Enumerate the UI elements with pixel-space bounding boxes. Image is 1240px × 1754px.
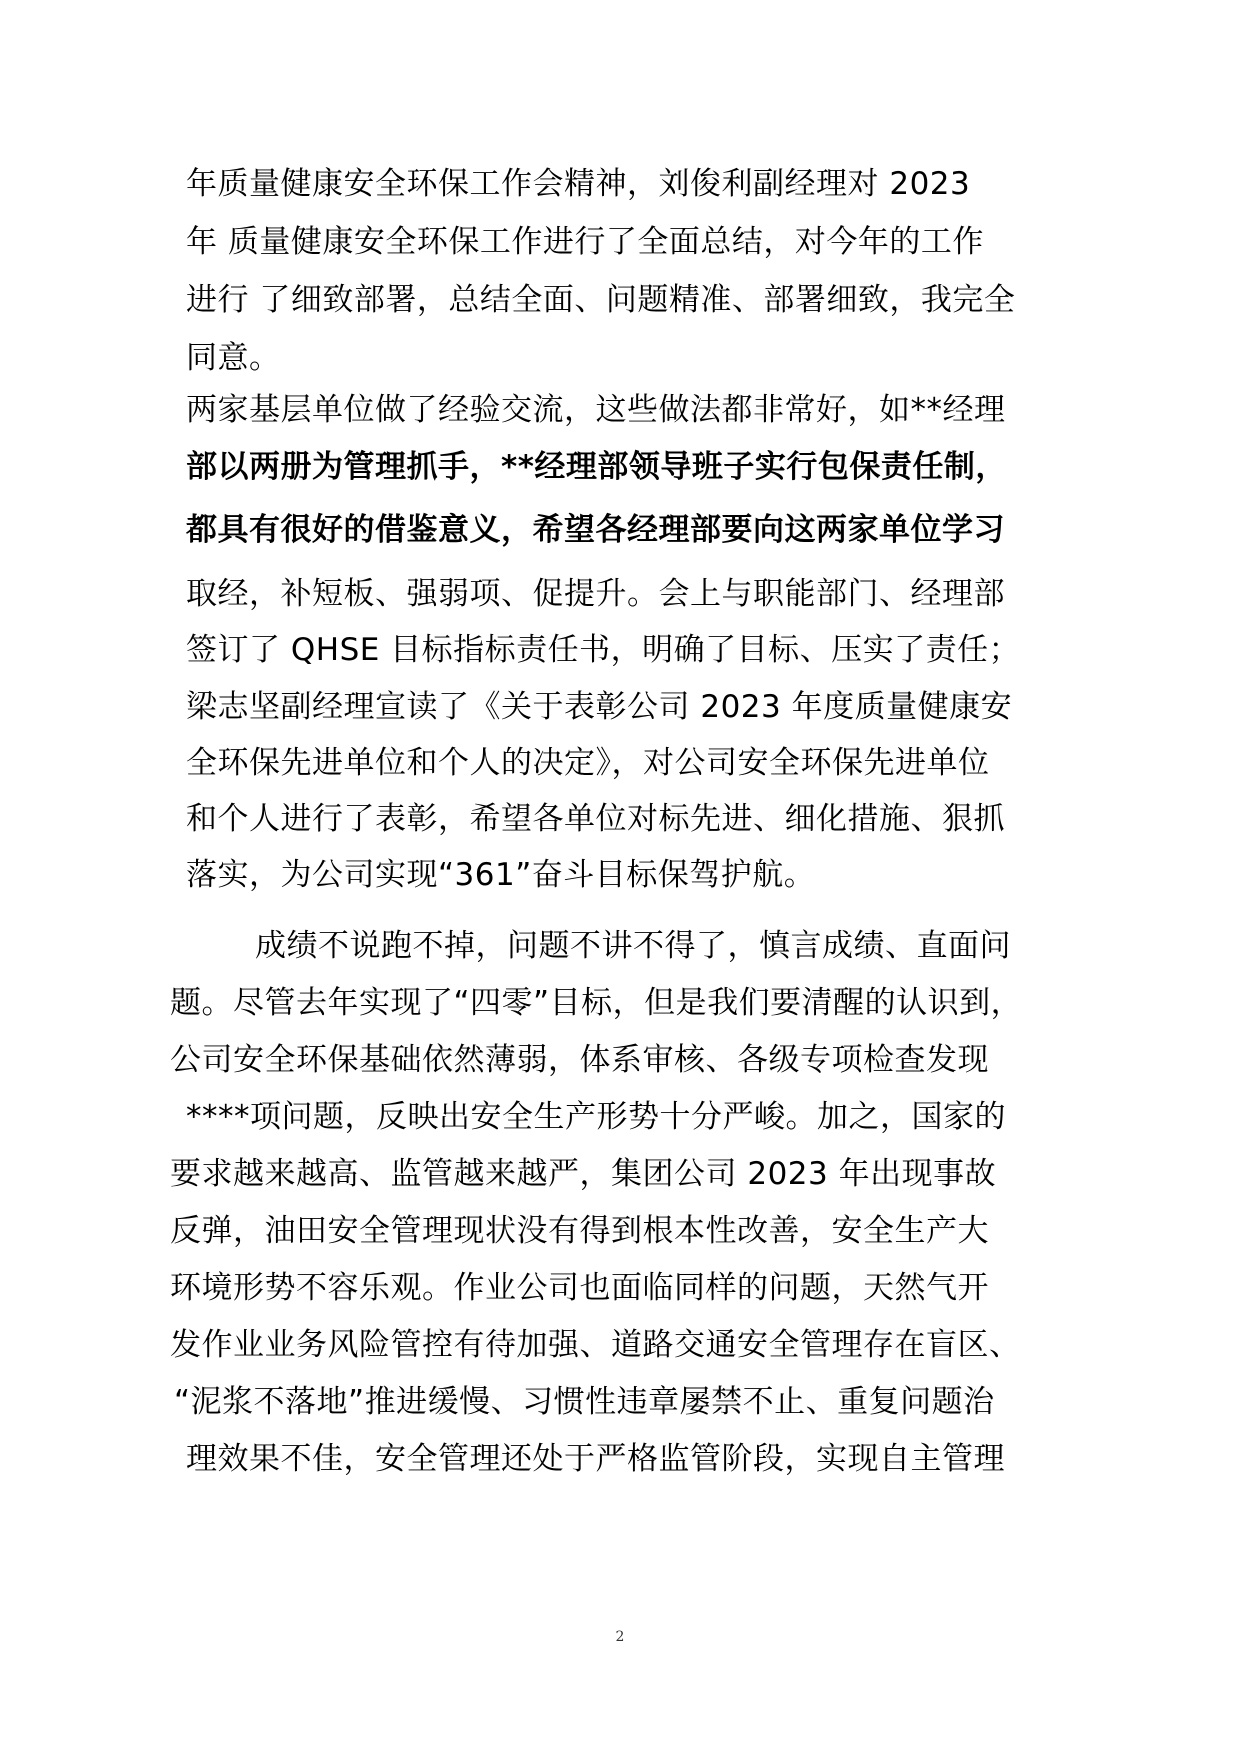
text-line: 题。尽管去年实现了“四零”目标，但是我们要清醒的认识到， <box>170 985 1023 1021</box>
text-line: 签订了 QHSE 目标指标责任书，明确了目标、压实了责任； <box>186 632 1021 668</box>
page-number: 2 <box>615 1629 625 1645</box>
text-line-bold: 部以两册为管理抓手，**经理部领导班子实行包保责任制， <box>186 449 1007 485</box>
text-line: 要求越来越高、监管越来越严，集团公司 2023 年出现事故 <box>170 1156 997 1192</box>
text-line: 落实，为公司实现“361”奋斗目标保驾护航。 <box>186 857 816 893</box>
text-line: 发作业业务风险管控有待加强、道路交通安全管理存在盲区、 <box>170 1327 1021 1363</box>
text-line: 全环保先进单位和个人的决定》，对公司安全环保先进单位 <box>186 745 990 781</box>
text-line: 和个人进行了表彰，希望各单位对标先进、细化措施、狠抓 <box>186 801 1005 837</box>
text-line: 年 质量健康安全环保工作进行了全面总结，对今年的工作 <box>186 224 984 260</box>
text-line: 环境形势不容乐观。作业公司也面临同样的问题，天然气开 <box>170 1270 989 1306</box>
text-line: 理效果不佳，安全管理还处于严格监管阶段，实现自主管理 <box>186 1441 1005 1477</box>
text-line-bold: 都具有很好的借鉴意义，希望各经理部要向这两家单位学习 <box>186 512 1005 548</box>
text-line: 公司安全环保基础依然薄弱，体系审核、各级专项检查发现 <box>170 1042 989 1078</box>
text-line: ****项问题，反映出安全生产形势十分严峻。加之，国家的 <box>186 1099 1006 1135</box>
text-line: 进行 了细致部署，总结全面、问题精准、部署细致，我完全 <box>186 282 1016 318</box>
text-line: 成绩不说跑不掉，问题不讲不得了，慎言成绩、直面问 <box>255 928 1011 964</box>
text-line: 两家基层单位做了经验交流，这些做法都非常好，如**经理 <box>186 392 1006 428</box>
text-line: 反弹，油田安全管理现状没有得到根本性改善，安全生产大 <box>170 1213 989 1249</box>
text-line: 同意。 <box>186 340 281 376</box>
text-line: “泥浆不落地”推进缓慢、习惯性违章屡禁不止、重复问题治 <box>174 1384 995 1420</box>
text-line: 取经，补短板、强弱项、促提升。会上与职能部门、经理部 <box>186 576 1005 612</box>
text-line: 梁志坚副经理宣读了《关于表彰公司 2023 年度质量健康安 <box>186 689 1013 725</box>
text-line: 年质量健康安全环保工作会精神，刘俊利副经理对 2023 <box>186 166 971 202</box>
